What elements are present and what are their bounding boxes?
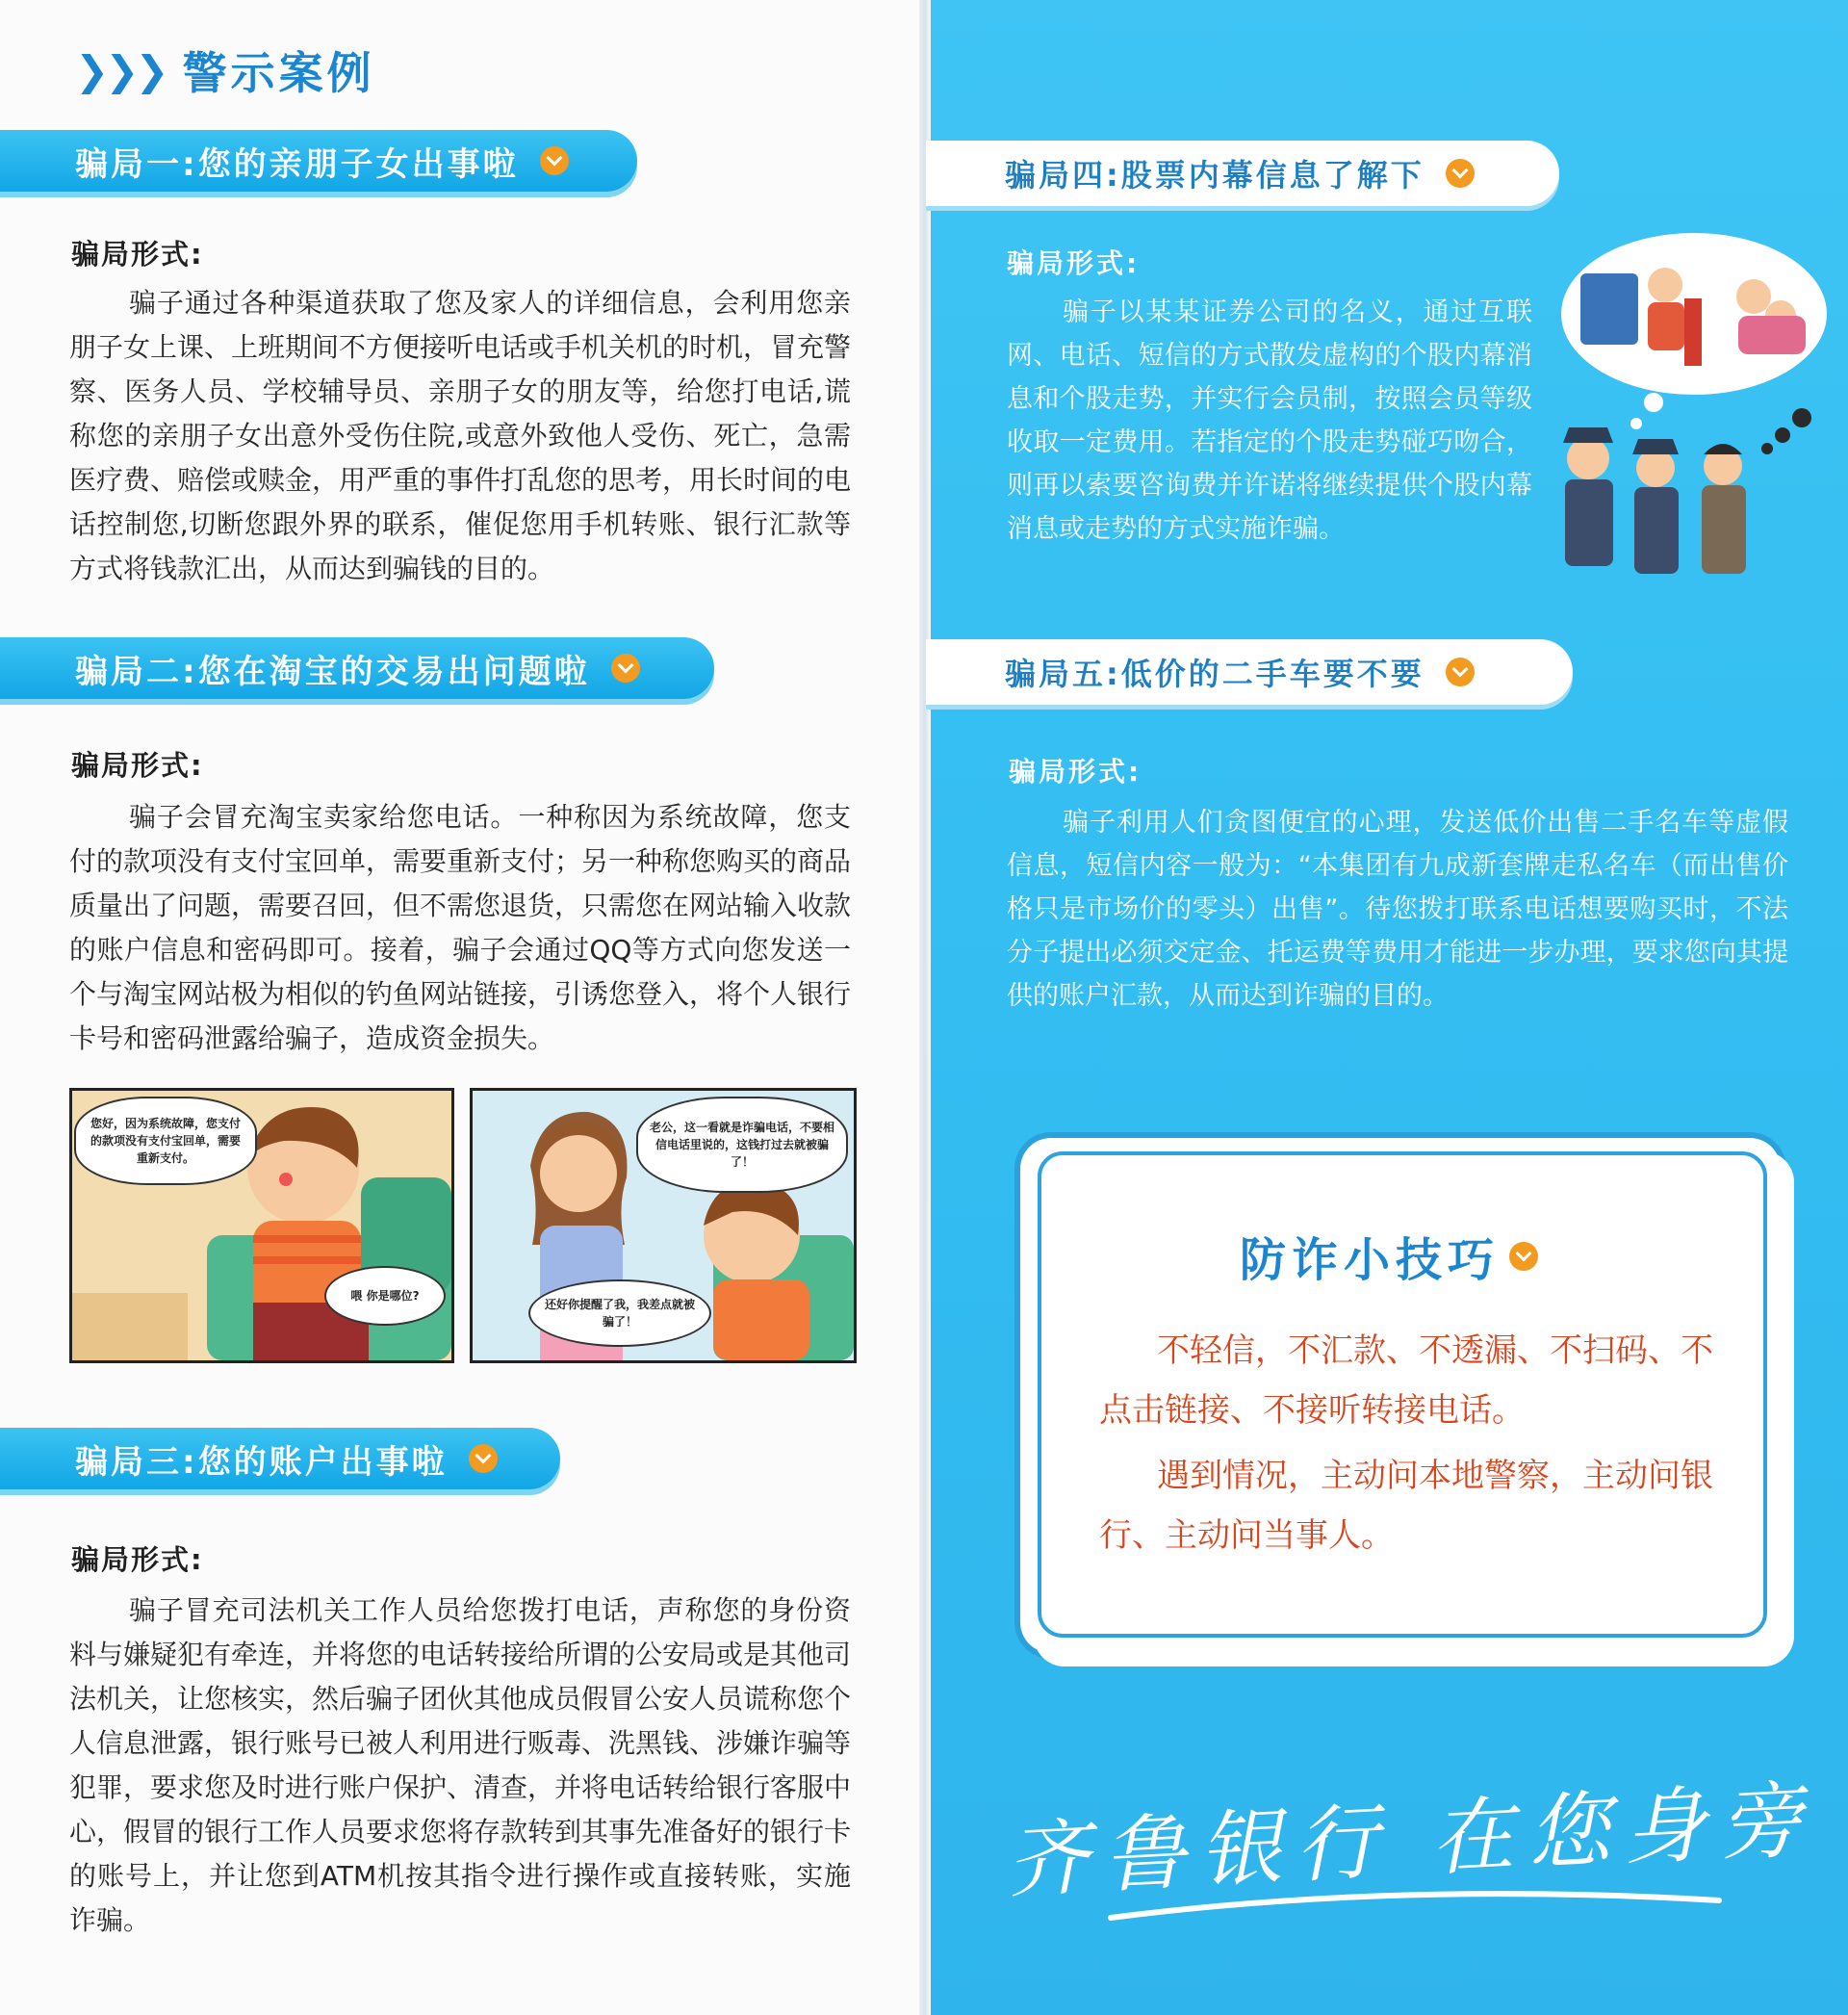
section-4-title: 骗局四:股票内幕信息了解下 xyxy=(1005,157,1424,194)
page-title: 警示案例 xyxy=(182,47,375,99)
section-2-header xyxy=(0,637,714,699)
tips-title: 防诈小技巧 xyxy=(1240,1233,1501,1287)
section-2-body: 骗子会冒充淘宝卖家给您电话。一种称因为系统故障，您支付的款项没有支付宝回单，需要重新支付；另一种称您购买的商品质量出了问题，需要召回，但不需您退货，只需您在网站输入收款的账户信息和密码即可。接着，骗子会通过QQ等方式向您发送一个与淘宝网站极为相似的钓鱼网站链接，引诱您登入，将个人银行卡号和密码泄露给骗子，造成资金损失。 xyxy=(69,801,852,1054)
section-5-header xyxy=(926,639,1573,705)
section-4-body: 骗子以某某证券公司的名义，通过互联网、电话、短信的方式散发虚构的个股内幕消息和个股走势，并实行会员制，按照会员等级收取一定费用。若指定的个股走势碰巧吻合，则再以索要咨询费并许诺将继续提供个股内幕消息或走势的方式实施诈骗。 xyxy=(1007,297,1532,544)
page-heading xyxy=(75,39,375,102)
section-3-header xyxy=(0,1428,560,1489)
section-1-header xyxy=(0,130,637,192)
tips-line-1: 不轻信，不汇款、不透漏、不扫码、不点击链接、不接听转接电话。 xyxy=(1099,1331,1713,1430)
comic-1-bubble-reply: 喂 你是哪位? xyxy=(324,1266,446,1326)
chevron-down-icon xyxy=(1446,159,1475,188)
chevron-down-icon xyxy=(611,654,640,683)
section-1-label: 骗局形式: xyxy=(71,238,204,271)
comic-2-bubble-wife: 老公，这一看就是诈骗电话，不要相信电话里说的，这钱打过去就被骗了！ xyxy=(636,1097,848,1193)
chevron-down-icon xyxy=(1446,658,1475,686)
chevron-down-icon xyxy=(469,1444,498,1473)
section-3-title: 骗局三:您的账户出事啦 xyxy=(75,1442,448,1482)
section-5-label: 骗局形式: xyxy=(1009,756,1142,788)
section-1-body: 骗子通过各种渠道获取了您及家人的详细信息，会利用您亲朋子女上课、上班期间不方便接听电话或手机关机的时机，冒充警察、医务人员、学校辅导员、亲朋子女的朋友等，给您打电话,谎称您的亲朋子女出意外受伤住院,或意外致他人受伤、死亡，急需医疗费、赔偿或赎金，用严重的事件打乱您的思考，用长时间的电话控制您,切断您跟外界的联系，催促您用手机转账、银行汇款等方式将钱款汇出，从而达到骗钱的目的。 xyxy=(69,287,852,584)
section-4-header xyxy=(926,141,1559,206)
comic-panel-2 xyxy=(470,1088,857,1363)
chevron-down-icon xyxy=(1509,1242,1538,1271)
fold-seam xyxy=(919,0,931,2015)
section-2-title: 骗局二:您在淘宝的交易出问题啦 xyxy=(75,652,590,691)
section-3-label: 骗局形式: xyxy=(71,1543,204,1576)
section-5-body: 骗子利用人们贪图便宜的心理，发送低价出售二手名车等虚假信息，短信内容一般为：“本集团有九成新套牌走私名车（而出售价格只是市场价的零头）出售”。待您拨打联系电话想要购买时，不法分子提出必须交定金、托运费等费用才能进一步办理，要求您向其提供的账户汇款，从而达到诈骗的目的。 xyxy=(1007,808,1788,1011)
section-3-body: 骗子冒充司法机关工作人员给您拨打电话，声称您的身份资料与嫌疑犯有牵连，并将您的电话转接给所谓的公安局或是其他司法机关，让您核实，然后骗子团伙其他成员假冒公安人员谎称您个人信息泄露，银行账号已被人利用进行贩毒、洗黑钱、涉嫌诈骗等犯罪，要求您及时进行账户保护、清查，并将电话转给银行客服中心，假冒的银行工作人员要求您将存款转到其事先准备好的银行卡的账号上，并让您到ATM机按其指令进行操作或直接转账，实施诈骗。 xyxy=(69,1594,852,1936)
triple-chevron-icon: ❯❯❯ xyxy=(75,46,166,94)
section-1-title: 骗局一:您的亲朋子女出事啦 xyxy=(75,144,519,184)
chevron-down-icon xyxy=(540,146,569,175)
tips-line-2: 遇到情况，主动问本地警察，主动问银行、主动问当事人。 xyxy=(1099,1457,1713,1555)
tips-title-row xyxy=(1240,1223,1538,1289)
comic-1-bubble-scammer: 您好，因为系统故障，您支付的款项没有支付宝回单，需要重新支付。 xyxy=(74,1097,257,1185)
section-5-title: 骗局五:低价的二手车要不要 xyxy=(1005,656,1424,692)
comic-2-bubble-husband: 还好你提醒了我，我差点就被骗了！ xyxy=(528,1279,711,1347)
bank-slogan: 齐鲁银行 在您身旁 xyxy=(1004,1771,1818,1910)
comic-panel-1 xyxy=(69,1088,454,1363)
police-arrest-illustration xyxy=(1540,227,1829,593)
section-4-label: 骗局形式: xyxy=(1007,247,1141,279)
slogan-swoosh xyxy=(1107,1887,1723,1925)
section-2-label: 骗局形式: xyxy=(71,749,204,782)
